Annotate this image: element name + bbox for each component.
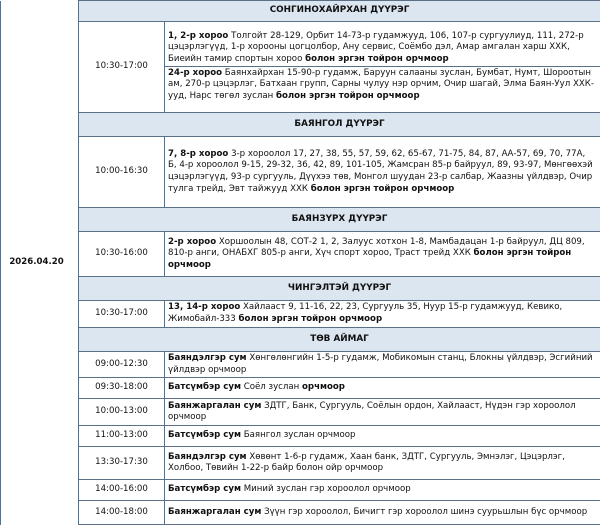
time-range: 14:00-18:00 [79, 501, 165, 525]
time-range: 13:30-17:30 [79, 447, 165, 480]
area-entry [168, 353, 596, 376]
schedule-row [1, 232, 600, 277]
area-suffix: болон эргэн тойрон орчмоор [310, 183, 455, 194]
area-entry [168, 401, 596, 424]
schedule-body [1, 1, 600, 525]
area-suffix: болон эргэн тойрон орчмоор [305, 53, 449, 64]
area-description [165, 480, 600, 501]
area-locations: Хөвөнт 1-6-р гудамж, Хаан банк, ЗДТГ, Сургууль, Эмнэлэг, Цэцэрлэг, Холбоо, Төвийн 1-22-р байр болон ойр орчмоор [168, 451, 565, 474]
area-entry [168, 507, 596, 519]
district-header: ТӨВ АЙМАГ [79, 328, 600, 352]
schedule-row [1, 447, 600, 480]
schedule-row [1, 22, 600, 113]
time-range: 09:00-12:30 [79, 352, 165, 378]
area-suffix: болон эргэн тойрон орчмоор [168, 248, 572, 270]
time-range: 09:30-18:00 [79, 378, 165, 399]
area-name: Батсүмбэр сум [168, 484, 242, 495]
area-name: Баянжаргалан сум [168, 506, 262, 517]
area-locations: Баянгол зуслан орчмоор [241, 430, 356, 441]
time-range: 10:00-16:30 [79, 137, 165, 208]
district-header: БАЯНЗҮРХ ДҮҮРЭГ [79, 208, 600, 232]
area-locations: Баянхайрхан 15-90-р гудамж, Баруун салааны зуслан, Бумбат, Нумт, Шороотын ам, 270-р цэцэрлэг, Батхаан групп, Сарны чулуу нэр орчим, Очир шагай, Элма Баян-Уул ХХК-ууд, Нарс төгөл зуслан [168, 67, 594, 101]
area-suffix: болон эргэн тойрон орчмоор [275, 90, 420, 101]
district-header: ЧИНГЭЛТЭЙ ДҮҮРЭГ [79, 277, 600, 301]
section-header-row [1, 208, 600, 232]
time-range: 10:30-17:00 [79, 22, 165, 113]
area-locations: 3-р хороолол 17, 27, 38, 55, 57, 59, 62, 65-67, 71-75, 84, 87, АА-57, 69, 70, 77А, Б, 4-р хороолол 9-15, 29-32, 36, 42, 89, 101-105, Жамсран 85-р байруул, 89, 93-97, Мөнгөөхэй цэцэрлэгүүд, 93-р сургууль, Дүүхээ төв, Монгол шуудан 23-р салбар, Жаазны үйлдвэр, Очир тулга трейд, Эвт тайжууд ХХК [168, 148, 593, 194]
time-range: 11:00-13:00 [79, 426, 165, 447]
area-locations: Хөнгөлөнгийн 1-5-р гудамж, Мобикомын станц, Блокны үйлдвэр, Эсгийний үйлдвэр орчмоор [168, 353, 593, 375]
area-description [165, 232, 600, 277]
area-description [165, 378, 600, 399]
area-entry [168, 149, 596, 195]
area-description [165, 501, 600, 525]
area-description [165, 352, 600, 378]
schedule-row [1, 501, 600, 525]
time-range: 10:30-16:00 [79, 232, 165, 277]
time-range: 10:00-13:00 [79, 399, 165, 426]
section-header-row [1, 277, 600, 301]
schedule-row [1, 301, 600, 328]
area-locations: Зүүн гэр хороолол, Бичигт гэр хороолол шинэ суурьшлын бүс орчмоор [261, 506, 588, 517]
area-name: 24-р хороо [168, 67, 223, 78]
area-description [165, 22, 600, 113]
schedule-row [1, 378, 600, 399]
area-locations: ЗДТГ, Банк, Сургууль, Соёлын ордон, Хайлааст, Нүдэн гэр хороолол орчмоор [168, 400, 576, 423]
schedule-date: 2026.04.20 [1, 1, 79, 525]
area-locations: Хоршоолын 48, СОТ-2 1, 2, Залуус хотхон 1-8, Мамбадацан 1-р байруул, ДЦ 809, 810-р анги, ОНАБХГ 805-р анги, Хүч спорт хороо, Траст трейд ХХК [168, 236, 585, 259]
area-suffix: болон эргэн тойрон орчмоор [238, 314, 383, 324]
area-name: Батсүмбэр сум [168, 430, 242, 441]
area-entry [168, 302, 596, 325]
section-header-row [1, 113, 600, 137]
time-range: 14:00-16:00 [79, 480, 165, 501]
area-name: 7, 8-р хороо [168, 148, 229, 159]
schedule-row [1, 352, 600, 378]
area-description [165, 399, 600, 426]
time-range: 10:30-17:00 [79, 301, 165, 328]
area-suffix: орчмоор [302, 382, 345, 393]
area-description [165, 426, 600, 447]
area-name: Баяндэлгэр сум [168, 451, 247, 462]
area-entry [168, 484, 596, 496]
schedule-row [1, 426, 600, 447]
area-locations: Хайлааст 9, 11-16, 22, 23, Сургууль 35, Нуур 15-р гудамжууд, Кевико, Жимобайл-333 [168, 302, 563, 324]
area-description [165, 447, 600, 480]
area-description [165, 301, 600, 328]
area-locations: Миний зуслан гэр хороолол орчмоор [241, 484, 411, 495]
area-locations: Толгойт 28-129, Орбит 14-73-р гудамжууд, 106, 107-р сургуулиуд, 111, 272-р цэцэрлэгүүд, 1-р хорооны цогцолбор, Ану сервис, Соёмбо дэл, Амар амгалан харш ХХК, Биеийн тамир спортын хороо [168, 30, 584, 64]
area-description [165, 137, 600, 208]
section-header-row [1, 328, 600, 352]
area-name: Баянжаргалан сум [168, 400, 262, 411]
area-entry [168, 430, 596, 442]
area-entry [168, 452, 596, 475]
area-name: Батсүмбэр сум [168, 382, 242, 393]
area-name: 1, 2-р хороо [168, 30, 229, 41]
district-header: БАЯНГОЛ ДҮҮРЭГ [79, 113, 600, 137]
schedule-row [1, 480, 600, 501]
area-entry [168, 31, 596, 66]
schedule-row [1, 137, 600, 208]
area-entry [168, 237, 596, 272]
area-name: Баяндэлгэр сум [168, 353, 247, 363]
area-name: 13, 14-р хороо [168, 302, 241, 313]
area-entry [165, 66, 600, 104]
district-header: СОНГИНОХАЙРХАН ДҮҮРЭГ [79, 1, 600, 22]
area-entry [168, 382, 596, 394]
schedule-row [1, 399, 600, 426]
area-locations: Соёл зуслан [241, 382, 303, 393]
section-header-row [1, 1, 600, 22]
area-name: 2-р хороо [168, 236, 217, 247]
